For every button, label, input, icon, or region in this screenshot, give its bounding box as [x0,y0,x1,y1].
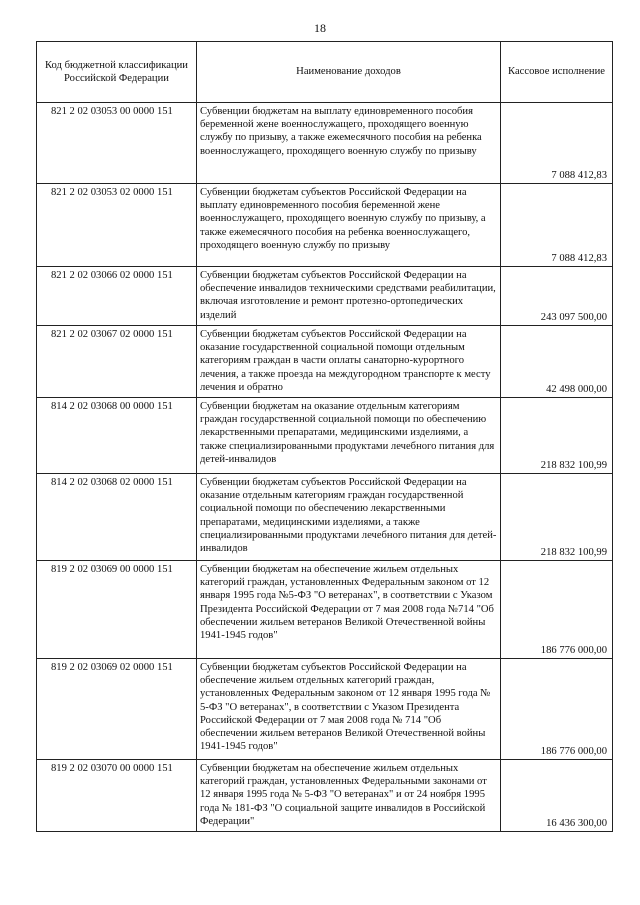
revenue-name: Субвенции бюджетам субъектов Российской Федерации на обеспечение инвалидов техническими средствами реабилитации, включая изготовление и ремонт протезно-ортопедических изделий [197,267,501,326]
budget-code: 814 2 02 03068 00 0000 151 [37,398,197,474]
budget-code: 819 2 02 03069 02 0000 151 [37,659,197,760]
revenue-name: Субвенции бюджетам на оказание отдельным категориям граждан государственной социальной помощи по обеспечению лекарственными препаратами, медицинскими изделиями, а также специализированными продуктами лечебного питания для детей-инвалидов [197,398,501,474]
budget-code: 819 2 02 03069 00 0000 151 [37,561,197,659]
budget-code: 814 2 02 03068 02 0000 151 [37,474,197,561]
execution-amount: 186 776 000,00 [501,659,613,760]
execution-amount: 218 832 100,99 [501,474,613,561]
table-row [37,474,613,561]
execution-amount: 42 498 000,00 [501,326,613,398]
table-row [37,184,613,267]
table-row [37,103,613,184]
table-row [37,326,613,398]
execution-amount: 243 097 500,00 [501,267,613,326]
revenue-name: Субвенции бюджетам субъектов Российской Федерации на оказание государственной социальной помощи отдельным категориям граждан в части оплаты санаторно-курортного лечения, а также проезда на междугородном транспорте к месту лечения и обратно [197,326,501,398]
table-row [37,398,613,474]
column-header-code: Код бюджетной классификации Российской Федерации [37,42,197,103]
execution-amount: 7 088 412,83 [501,184,613,267]
table-header-row [37,42,613,103]
revenue-name: Субвенции бюджетам на выплату единовременного пособия беременной жене военнослужащего, проходящего военную службу по призыву, а также ежемесячного пособия на ребенка военнослужащего, проходящего военную службу по призыву [197,103,501,184]
budget-code: 819 2 02 03070 00 0000 151 [37,760,197,832]
revenue-name: Субвенции бюджетам на обеспечение жильем отдельных категорий граждан, установленных Федеральными законами от 12 января 1995 года № 5-ФЗ "О ветеранах" и от 24 ноября 1995 года № 181-ФЗ "О социальной защите инвалидов в Российской Федерации" [197,760,501,832]
revenue-name: Субвенции бюджетам субъектов Российской Федерации на обеспечение жильем отдельных категорий граждан, установленных Федеральным законом от 12 января 1995 года № 5-ФЗ "О ветеранах", в соответствии с Указом Президента Российской Федерации от 7 мая 2008 года № 714 "Об обеспечении жильем ветеранов Великой Отечественной войны 1941-1945 годов" [197,659,501,760]
budget-code: 821 2 02 03053 00 0000 151 [37,103,197,184]
table-row [37,267,613,326]
revenue-name: Субвенции бюджетам субъектов Российской Федерации на выплату единовременного пособия беременной жене военнослужащего, проходящего военную службу по призыву, а также ежемесячного пособия на ребенка военнослужащего, проходящего военную службу по призыву [197,184,501,267]
page-number: 18 [314,21,326,35]
execution-amount: 218 832 100,99 [501,398,613,474]
budget-code: 821 2 02 03067 02 0000 151 [37,326,197,398]
budget-code: 821 2 02 03053 02 0000 151 [37,184,197,267]
column-header-amount: Кассовое исполнение [501,42,613,103]
table-row [37,561,613,659]
table-row [37,760,613,832]
column-header-name: Наименование доходов [197,42,501,103]
execution-amount: 16 436 300,00 [501,760,613,832]
table-row [37,659,613,760]
revenue-table [36,41,613,832]
budget-code: 821 2 02 03066 02 0000 151 [37,267,197,326]
execution-amount: 7 088 412,83 [501,103,613,184]
revenue-name: Субвенции бюджетам на обеспечение жильем отдельных категорий граждан, установленных Федеральным законом от 12 января 1995 года №5-ФЗ "О ветеранах", в соответствии с Указом Президента Российской Федерации от 7 мая 2008 года №714 "Об обеспечении жильем ветеранов Великой Отечественной войны 1941-1945 годов" [197,561,501,659]
revenue-name: Субвенции бюджетам субъектов Российской Федерации на оказание отдельным категориям граждан государственной социальной помощи по обеспечению лекарственными препаратами, медицинскими изделиями, а также специализированными продуктами лечебного питания для детей-инвалидов [197,474,501,561]
execution-amount: 186 776 000,00 [501,561,613,659]
